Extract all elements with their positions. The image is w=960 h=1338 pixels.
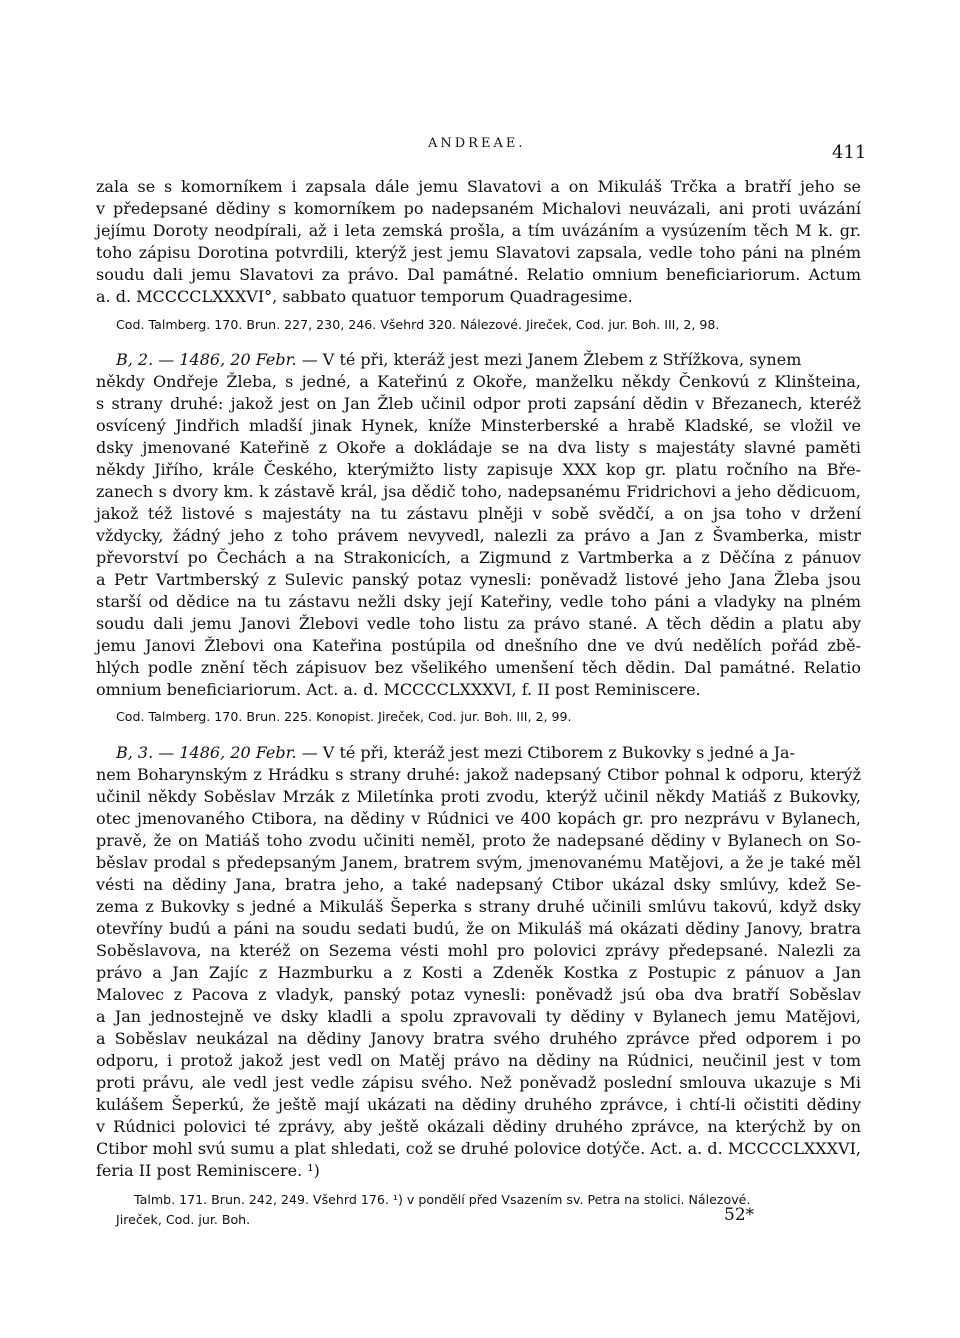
text-line: soudu dali jemu Janovi Žlebovi vedle toho listu za právo stané. A těch dědin a platu aby	[96, 614, 861, 633]
text-line: soudu dali jemu Slavatovi za právo. Dal památné. Relatio omnium beneficiariorum. Actum	[96, 265, 861, 284]
text-line: a. d. MCCCCLXXXVI°, sabbato quatuor temporum Quadragesime.	[96, 287, 633, 306]
text-line: odporu, i protož jakož jest vedl on Matěj právo na dědiny na Rúdnici, neučinil jest v tom	[96, 1051, 861, 1070]
text-line: někdy Ondřeje Žleba, s jedné, a Kateřinú z Okoře, manželku někdy Čenkovú z Klinšteina,	[96, 372, 861, 391]
text-line: dsky jmenované Kateřině z Okoře a dokládaje se na dva listy s majestáty slavné paměti	[96, 438, 861, 457]
text-line: pravě, že on Matiáš toho zvodu učiniti neměl, proto že nadepsané dědiny v Bylanech on So-	[96, 831, 861, 850]
text-line: otec jmenovaného Ctibora, na dědiny v Rúdnici ve 400 kopách gr. pro nezprávu v Bylanech,	[96, 809, 861, 828]
signature-mark: 52*	[724, 1205, 755, 1225]
entry-reference: B, 3. — 1486, 20 Febr.	[116, 743, 297, 762]
running-head: ANDREAE.	[428, 136, 526, 151]
text-line: v Rúdnici polovici té zprávy, aby ještě okázali dědiny druhého zprávce, na kterýchž by on	[96, 1117, 861, 1136]
text-line: osvícený Jindřich mladší jinak Hynek, kníže Minsterberské a hrabě Kladské, se vložil ve	[96, 416, 861, 435]
entry-first-line	[116, 742, 861, 764]
source-citation: Cod. Talmberg. 170. Brun. 225. Konopist. Jireček, Cod. jur. Boh. III, 2, 99.	[116, 709, 572, 724]
text-line: zala se s komorníkem i zapsala dále jemu Slavatovi a on Mikuláš Trčka a bratří jeho se	[96, 177, 861, 196]
text-line: — V té při, kteráž jest mezi Ctiborem z Bukovky s jedné a Ja-	[296, 743, 795, 762]
text-line: otevříny budú a páni na soudu sedati budú, že on Mikuláš má okázati dědiny Janovy, bratra	[96, 919, 861, 938]
text-line: kulášem Šeperkú, že ještě mají ukázati na dědiny druhého zprávce, i chtí-li očistiti dědiny	[96, 1095, 861, 1114]
source-citation: Cod. Talmberg. 170. Brun. 227, 230, 246. Všehrd 320. Nálezové. Jireček, Cod. jur. Boh. III, 2, 98.	[116, 317, 720, 332]
text-line: převorství po Čechách a na Strakonicích, a Zigmund z Vartmberka a z Děčína z pánuov	[96, 548, 861, 567]
entry-first-line	[116, 349, 861, 371]
text-line: Malovec z Pacova z vladyk, panský potaz vynesli: poněvadž jsú oba dva bratří Soběslav	[96, 985, 861, 1004]
page-number: 411	[832, 142, 867, 163]
text-line: zema z Bukovky s jedné a Mikuláš Šeperka s strany druhé učinili smlúvu takovú, když dsky	[96, 897, 861, 916]
text-line: někdy Jiřího, krále Českého, kterýmižto listy zapisuje XXX kop gr. platu ročního na Bře-	[96, 460, 861, 479]
entry-reference: B, 2. — 1486, 20 Febr.	[116, 350, 297, 369]
text-line: starší od dědice na tu zástavu nežli dsky její Kateřiny, vedle toho páni a vladyky na plném	[96, 592, 861, 611]
text-line: a Jan jednostejně ve dsky kladli a spolu zpravovali ty dědiny v Bylanech jemu Matějovi,	[96, 1007, 861, 1026]
text-line: jejímu Doroty neodpírali, až i leta zemská prošla, a tím uvázáním a vysúzením těch M k. gr.	[96, 221, 861, 240]
text-line: učinil někdy Soběslav Mrzák z Miletínka proti zvodu, kterýž učinil někdy Matiáš z Bukovky,	[96, 787, 861, 806]
text-line: zanech s dvory km. k zástavě král, jsa dědič toho, nadepsanému Fridrichovi a jeho dědicuom,	[96, 482, 861, 501]
text-line: a Soběslav neukázal na dědiny Janovy bratra svého druhého zprávce před odporem i po	[96, 1029, 861, 1048]
text-line: feria II post Reminiscere. ¹)	[96, 1161, 320, 1180]
text-line: s strany druhé: jakož jest on Jan Žleb učinil odpor proti zapsání dědin v Březanech, kteréž	[96, 394, 861, 413]
text-line: v předepsané dědiny s komorníkem po nadepsaném Michalovi neuvázali, ani proti uvázání	[96, 199, 861, 218]
text-line: a Petr Vartmberský z Sulevic panský potaz vynesli: poněvadž listové jeho Jana Žleba jsou	[96, 570, 861, 589]
text-line: toho zápisu Dorotina potvrdili, kterýž jest jemu Slavatovi zapsala, vedle toho páni na plném	[96, 243, 861, 262]
text-line: proti právu, ale vedl jest vedle zápisu svého. Než poněvadž poslední smlouva ukazuje s Mi	[96, 1073, 861, 1092]
text-line: Ctibor mohl svú sumu a plat shledati, což se druhé polovice dotýče. Act. a. d. MCCCCLXXXVI,	[96, 1139, 861, 1158]
footnote-continuation: Jireček, Cod. jur. Boh.	[116, 1212, 251, 1227]
footnote: Talmb. 171. Brun. 242, 249. Všehrd 176. ¹) v pondělí před Vsazením sv. Petra na stolici. Nálezové.	[134, 1192, 751, 1207]
text-line: omnium beneficiariorum. Act. a. d. MCCCCLXXXVI, f. II post Reminiscere.	[96, 680, 701, 699]
text-line: — V té při, kteráž jest mezi Janem Žlebem z Střížkova, synem	[296, 350, 802, 369]
text-line: běslav prodal s předepsaným Janem, bratrem svým, jmenovanému Matějovi, a že je také měl	[96, 853, 861, 872]
text-line: nem Boharynským z Hrádku s strany druhé: jakož nadepsaný Ctibor pohnal k odporu, kterýž	[96, 765, 861, 784]
text-line: Soběslavova, na kteréž on Sezema vésti mohl pro polovici zprávy předepsané. Nalezli za	[96, 941, 861, 960]
text-line: vésti na dědiny Jana, bratra jeho, a také nadepsaný Ctibor ukázal dsky smlúvy, kdež Se-	[96, 875, 861, 894]
text-line: jakož též listové s majestáty na tu zástavu plněji v sobě svědčí, a on jsa toho v držení	[96, 504, 861, 523]
text-line: jemu Janovi Žlebovi ona Kateřina postúpila od dnešního dne ve dvú nedělích pořád zbě-	[96, 636, 861, 655]
text-line: vždycky, žádný jeho z toho právem nevyvedl, nalezli za právo a Jan z Švamberka, mistr	[96, 526, 861, 545]
text-line: právo a Jan Zajíc z Hazmburku a z Kosti a Zdeněk Kostka z Postupic z pánuov a Jan	[96, 963, 861, 982]
text-line: hlých podle znění těch zápisuov bez všelikého umenšení těch dědin. Dal památné. Relatio	[96, 658, 861, 677]
